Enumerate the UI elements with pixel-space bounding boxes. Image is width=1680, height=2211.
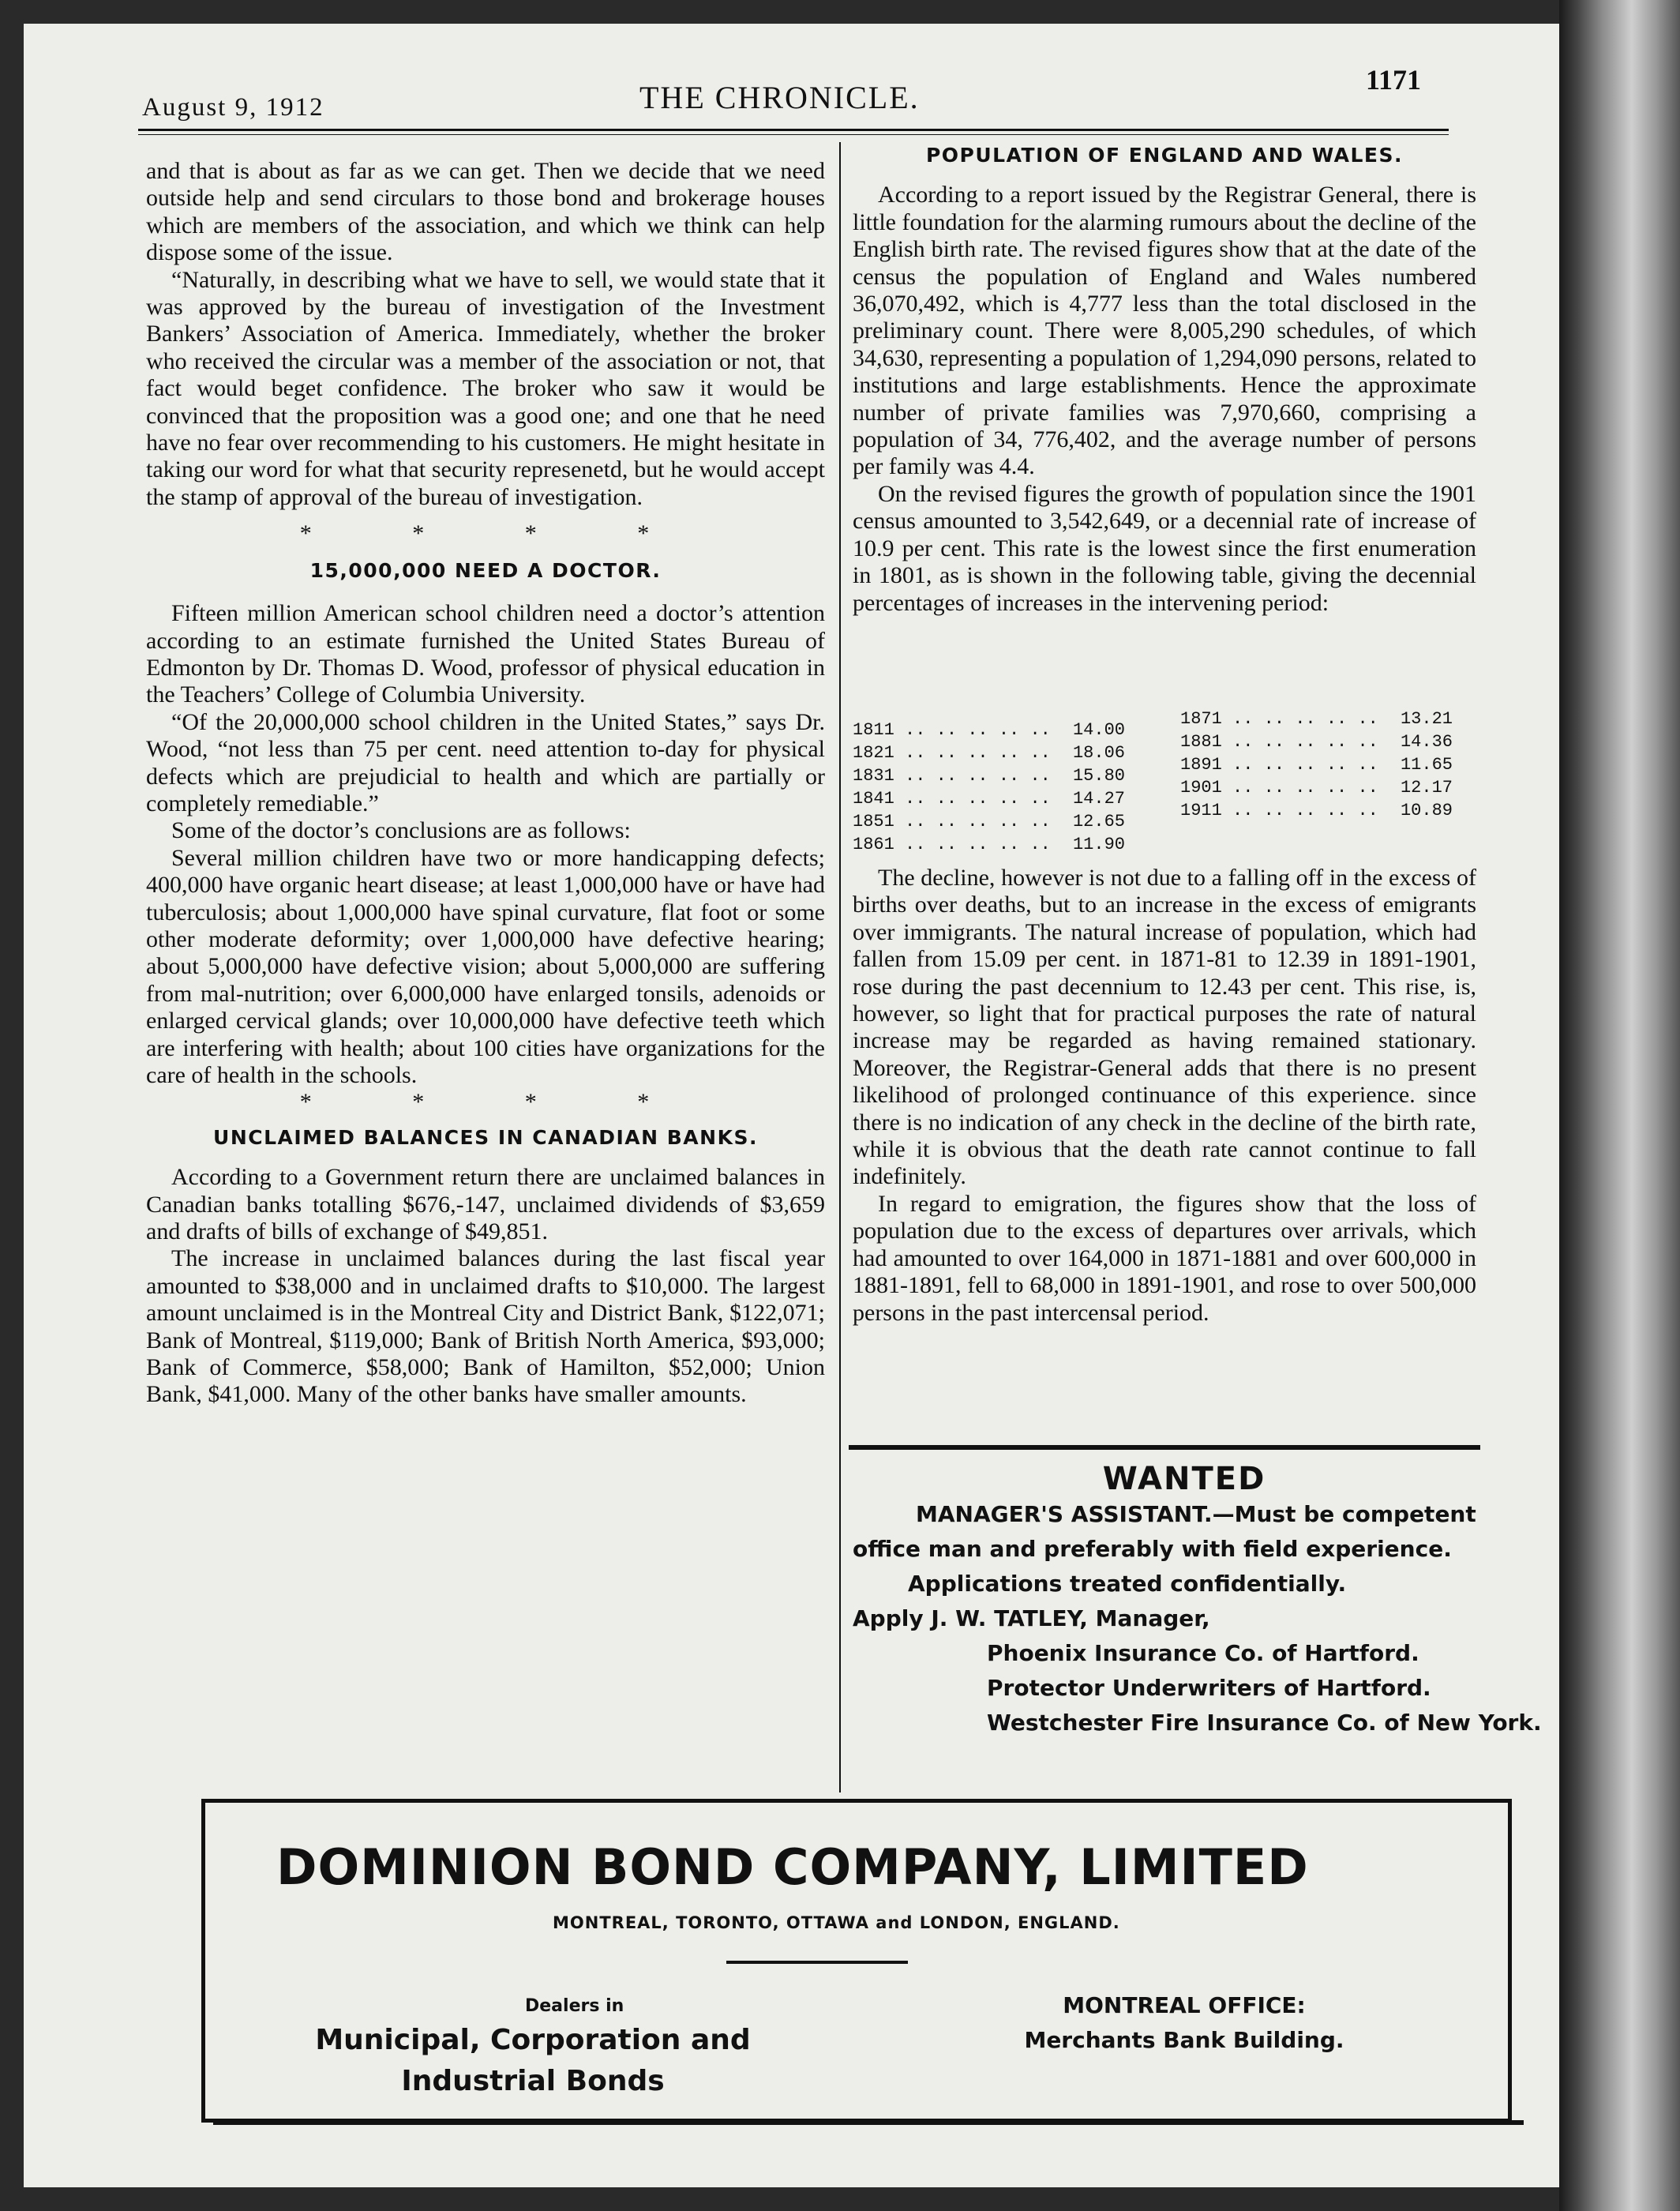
wanted-top-rule: [849, 1445, 1480, 1450]
table-year: 1831: [853, 766, 894, 786]
header-rule-thin: [138, 134, 1449, 135]
article-paragraph: “Naturally, in describing what we have to sell, we would state that it was approved by the bureau of investigation of the Investment Bankers’ Association of America. Immediately, whether the broker who received the circular was a member of the association or not, that fact would beget confidence. The broker who saw it would be convinced that the proposition was a good one; and one that he need have no fear over recommending to his customers. He might hesitate in taking our word for what that security represenetd, but he would accept the stamp of approval of the bureau of investigation.: [146, 266, 825, 510]
table-year: 1871: [1180, 709, 1222, 729]
newspaper-page: [24, 24, 1559, 2187]
section-separator: * * * *: [299, 520, 697, 547]
wanted-title: WANTED: [1102, 1461, 1266, 1497]
population-article-title: POPULATION OF ENGLAND AND WALES.: [925, 144, 1404, 167]
table-row: 1861 .. .. .. .. .. 11.90: [853, 835, 1125, 854]
dealers-label: Dealers in: [525, 1996, 624, 2016]
table-value: 14.36: [1400, 732, 1453, 752]
wanted-line: office man and preferably with field experience.: [853, 1536, 1452, 1562]
article-paragraph: According to a Government return there are unclaimed balances in Canadian banks totalling $676,-147, unclaimed dividends of $3,659 and drafts of bills of exchange of $49,851.: [146, 1164, 825, 1245]
article-paragraph: Fifteen million American school children need a doctor’s attention according to an estimate furnished the United States Bureau of Edmonton by Dr. Thomas D. Wood, professor of physical education in the Teachers’ College of Columbia University.: [146, 600, 825, 708]
table-value: 18.06: [1072, 743, 1125, 763]
article-paragraph: According to a report issued by the Registrar General, there is little foundation for the alarming rumours about the decline of the English birth rate. The revised figures show that at the date of the census the population of England and Wales numbered 36,070,492, which is 4,777 less than the total disclosed in the preliminary count. There were 8,005,290 schedules, of which 34,630, representing a population of 1,294,090 persons, related to institutions and large establishments. Hence the approximate number of private families was 7,970,660, comprising a population of 34, 776,402, and the average number of persons per family was 4.4.: [853, 182, 1476, 480]
article-paragraph: “Of the 20,000,000 school children in the United States,” says Dr. Wood, “not less than 75 per cent. need attention to-day for physical defects which are prejudicial to health and which are partially or completely remediable.”: [146, 708, 825, 816]
table-year: 1811: [853, 720, 894, 740]
left-column: [146, 158, 825, 1409]
table-row: 1891 .. .. .. .. .. 11.65: [1180, 755, 1453, 775]
wanted-advert: [853, 1461, 1542, 1740]
table-row: 1821 .. .. .. .. .. 18.06: [853, 743, 1125, 763]
table-year: 1841: [853, 789, 894, 809]
table-row: 1831 .. .. .. .. .. 15.80: [853, 766, 1125, 786]
section-separator: * * * *: [299, 1089, 697, 1116]
table-value: 10.89: [1400, 801, 1453, 820]
book-gutter: [1559, 0, 1680, 2211]
advert-shadow-rule: [213, 2120, 1524, 2125]
decennial-table-right: [1180, 708, 1453, 822]
table-value: 11.65: [1400, 755, 1453, 775]
table-row: 1881 .. .. .. .. .. 14.36: [1180, 732, 1453, 752]
table-year: 1881: [1180, 732, 1222, 752]
table-year: 1891: [1180, 755, 1222, 775]
page-number: 1171: [1366, 64, 1422, 96]
wanted-line: Westchester Fire Insurance Co. of New York.: [987, 1710, 1542, 1736]
wanted-line: Phoenix Insurance Co. of Hartford.: [987, 1640, 1419, 1666]
table-year: 1851: [853, 812, 894, 831]
table-row: 1851 .. .. .. .. .. 12.65: [853, 812, 1125, 831]
article-paragraph: Several million children have two or more handicapping defects; 400,000 have organic heart disease; at least 1,000,000 have or have had tuberculosis; about 1,000,000 have spinal curvature, flat foot or some other moderate deformity; over 1,000,000 have defective hearing; about 5,000,000 have defective vision; about 5,000,000 are suffering from mal-nutrition; over 6,000,000 have enlarged tonsils, adenoids or enlarged cervical glands; over 10,000,000 have defective teeth which are interfering with health; about 100 cities have organizations for the care of health in the schools.: [146, 844, 825, 1088]
doctor-article-title: 15,000,000 NEED A DOCTOR.: [309, 558, 662, 582]
advert-divider: [726, 1961, 908, 1964]
wanted-line: MANAGER'S ASSISTANT.—Must be competent: [916, 1501, 1476, 1527]
table-value: 14.27: [1072, 789, 1125, 809]
wanted-line: Apply J. W. TATLEY, Manager,: [853, 1605, 1210, 1631]
table-year: 1911: [1180, 801, 1222, 820]
table-value: 15.80: [1072, 766, 1125, 786]
table-value: 11.90: [1072, 835, 1125, 854]
table-value: 12.65: [1072, 812, 1125, 831]
column-divider: [839, 142, 841, 1792]
article-paragraph: and that is about as far as we can get. Then we decide that we need outside help and send circulars to those bond and brokerage houses which are members of the association, and which we think can help dispose some of the issue.: [146, 158, 825, 266]
table-value: 12.17: [1400, 778, 1453, 798]
office-label: MONTREAL OFFICE:: [1063, 1992, 1306, 2018]
table-value: 14.00: [1072, 720, 1125, 740]
wanted-line: Protector Underwriters of Hartford.: [987, 1675, 1431, 1701]
banks-article-title: UNCLAIMED BALANCES IN CANADIAN BANKS.: [213, 1125, 758, 1149]
issue-date: August 9, 1912: [142, 93, 324, 122]
wanted-line: Applications treated confidentially.: [908, 1571, 1347, 1597]
publication-title: THE CHRONICLE.: [639, 80, 920, 115]
decennial-table-left: [853, 719, 1125, 856]
table-row: 1871 .. .. .. .. .. 13.21: [1180, 709, 1453, 729]
table-value: 13.21: [1400, 709, 1453, 729]
bonds-line: Industrial Bonds: [401, 2065, 665, 2097]
office-address: Merchants Bank Building.: [1024, 2027, 1344, 2053]
table-row: 1911 .. .. .. .. .. 10.89: [1180, 801, 1453, 820]
table-row: 1901 .. .. .. .. .. 12.17: [1180, 778, 1453, 798]
bonds-line: Municipal, Corporation and: [315, 2024, 751, 2056]
right-column-continued: [853, 865, 1476, 1327]
dominion-bond-advert: [201, 1799, 1512, 2123]
bonds-heading: [280, 2020, 786, 2102]
article-paragraph: The decline, however is not due to a falling off in the excess of births over deaths, but to an increase in the excess of emigrants over immigrants. The natural increase of population, which had fallen from 15.09 per cent. in 1871-81 to 12.39 in 1891-1901, rose during the past decennium to 12.43 per cent. This rise, is, however, so light that for practical purposes the rate of natural increase may be regarded as having remained stationary. Moreover, the Registrar-General adds that there is no present likelihood of prolonged continuance of this experience. since there is no indication of any check in the decline of the birth rate, while it is obvious that the death rate cannot continue to fall indefinitely.: [853, 865, 1476, 1190]
right-column: [853, 142, 1476, 617]
montreal-office: [987, 1988, 1382, 2058]
header-rule: [138, 129, 1449, 131]
table-year: 1861: [853, 835, 894, 854]
article-paragraph: Some of the doctor’s conclusions are as follows:: [171, 817, 631, 844]
table-row: 1841 .. .. .. .. .. 14.27: [853, 789, 1125, 809]
company-cities: MONTREAL, TORONTO, OTTAWA and LONDON, ENGLAND.: [553, 1913, 1120, 1932]
table-year: 1821: [853, 743, 894, 763]
table-row: 1811 .. .. .. .. .. 14.00: [853, 720, 1125, 740]
article-paragraph: The increase in unclaimed balances during the last fiscal year amounted to $38,000 and in unclaimed drafts to $10,000. The largest amount unclaimed is in the Montreal City and District Bank, $122,071; Bank of Montreal, $119,000; Bank of British North America, $93,000; Bank of Commerce, $58,000; Bank of Hamilton, $52,000; Union Bank, $41,000. Many of the other banks have smaller amounts.: [146, 1245, 825, 1408]
article-paragraph: On the revised figures the growth of population since the 1901 census amounted to 3,542,649, or a decennial rate of increase of 10.9 per cent. This rate is the lowest since the first enumeration in 1801, as is shown in the following table, giving the decennial percentages of increases in the intervening period:: [853, 480, 1476, 616]
article-paragraph: In regard to emigration, the figures show that the loss of population due to the excess of departures over arrivals, which had amounted to over 164,000 in 1871-1881 and over 600,000 in 1881-1891, fell to 68,000 in 1891-1901, and rose to over 500,000 persons in the past intercensal period.: [853, 1190, 1476, 1326]
company-name: DOMINION BOND COMPANY, LIMITED: [276, 1838, 1309, 1896]
table-year: 1901: [1180, 778, 1222, 798]
